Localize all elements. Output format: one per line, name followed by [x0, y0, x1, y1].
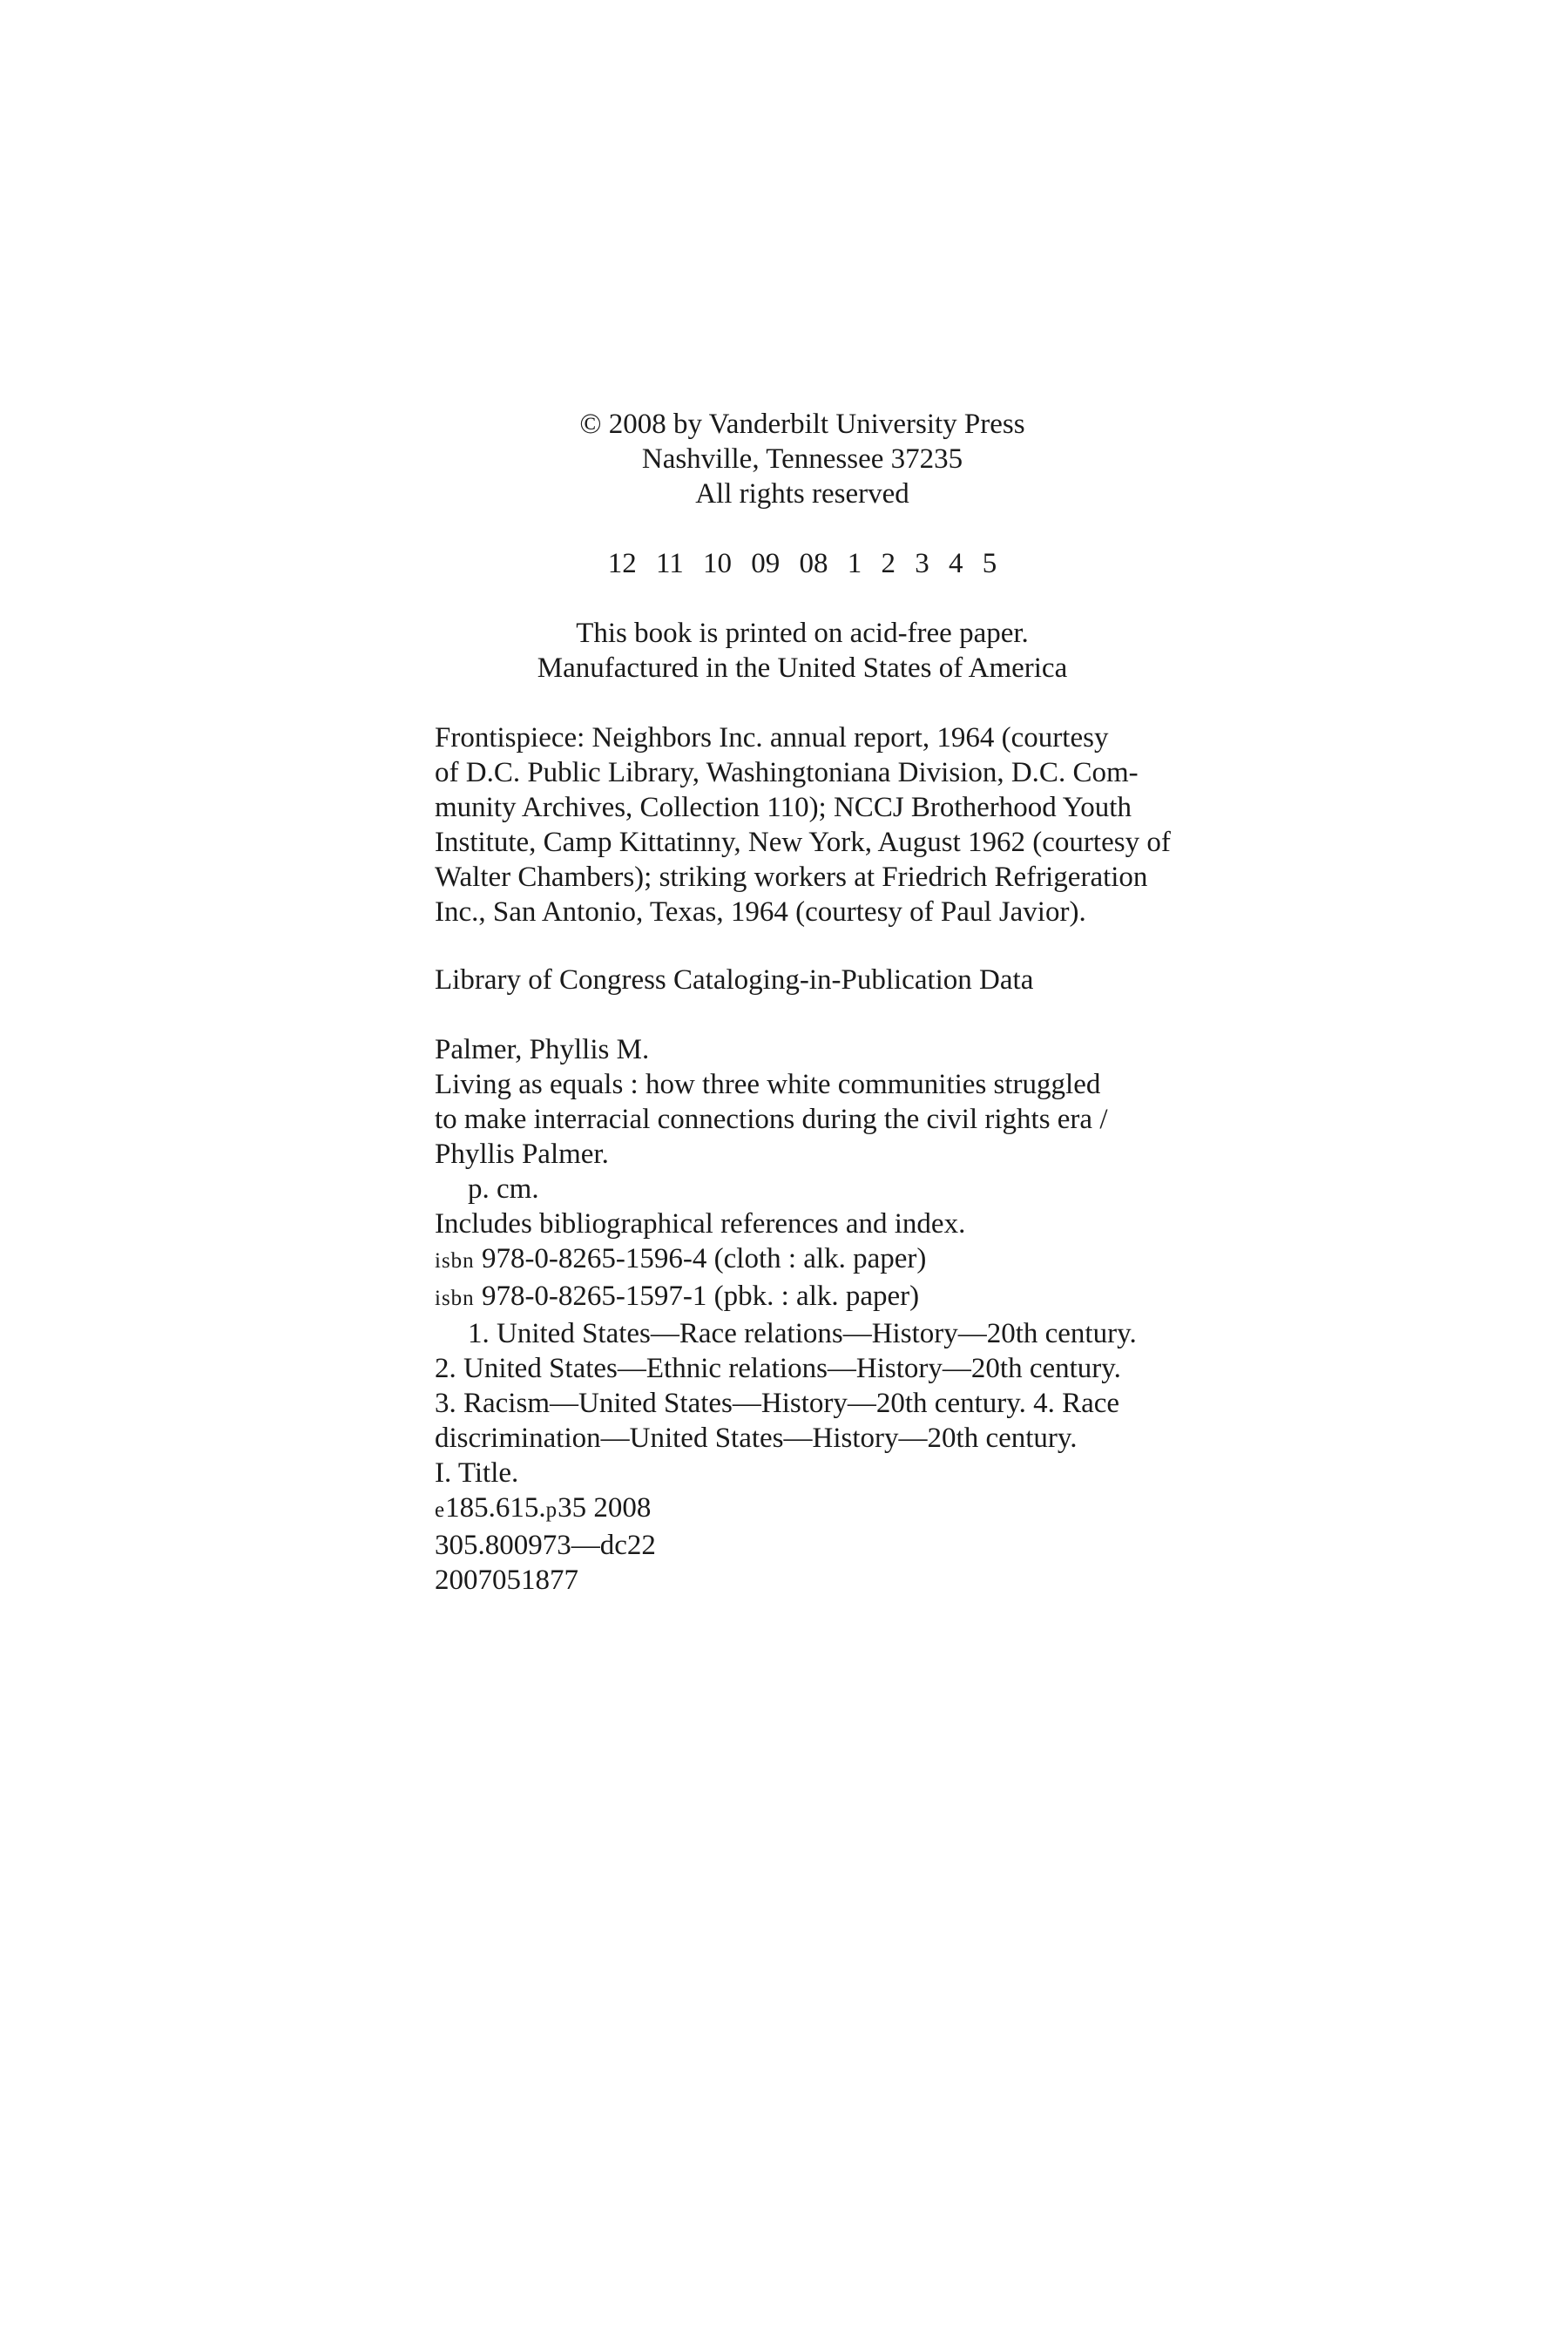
isbn-label: isbn — [435, 1287, 475, 1310]
printing-numbers: 12 11 10 09 08 1 2 3 4 5 — [607, 548, 997, 579]
cip-dewey: 305.800973—dc22 — [435, 1530, 656, 1561]
cip-bibliography: Includes bibliographical references and index. — [435, 1208, 966, 1240]
cip-title-entry: I. Title. — [435, 1457, 519, 1489]
copyright-line: © 2008 by Vanderbilt University Press — [579, 409, 1025, 440]
cip-isbn-cloth — [435, 1241, 1219, 1279]
acid-free-statement: This book is printed on acid-free paper. — [576, 618, 1029, 649]
call-prefix: e — [435, 1498, 446, 1522]
cip-subject: discrimination—United States—History—20th century. — [435, 1423, 1078, 1454]
publisher-address: Nashville, Tennessee 37235 — [641, 443, 963, 475]
cip-record — [435, 1032, 1219, 1598]
cip-heading — [435, 963, 1219, 997]
isbn-label: isbn — [435, 1249, 475, 1273]
cip-isbn-paperback — [435, 1279, 1219, 1316]
frontispiece-line: Inc., San Antonio, Texas, 1964 (courtesy of Paul Javior). — [435, 896, 1086, 928]
isbn-value: 978-0-8265-1596-4 (cloth : alk. paper) — [481, 1243, 927, 1274]
isbn-value: 978-0-8265-1597-1 (pbk. : alk. paper) — [481, 1281, 920, 1312]
call-cutter-rest: 35 2008 — [558, 1492, 652, 1524]
cip-subject: 1. United States—Race relations—History—20th century. — [468, 1318, 1137, 1349]
print-line — [0, 546, 1568, 581]
call-number: 185.615. — [445, 1492, 546, 1524]
cip-call-number — [435, 1490, 1219, 1528]
cip-title-line: Living as equals : how three white communities struggled — [435, 1069, 1101, 1100]
cip-pcm: p. cm. — [468, 1173, 539, 1205]
cip-heading-text: Library of Congress Cataloging-in-Publication Data — [435, 964, 1034, 996]
manufacture-statement: Manufactured in the United States of America — [537, 652, 1068, 684]
rights-statement: All rights reserved — [695, 478, 909, 510]
cip-title-line: to make interracial connections during the civil rights era / — [435, 1104, 1108, 1135]
cip-subject: 3. Racism—United States—History—20th century. 4. Race — [435, 1388, 1120, 1419]
cip-subject: 2. United States—Ethnic relations—History—20th century. — [435, 1353, 1121, 1384]
call-cutter-letter: p — [545, 1498, 558, 1522]
copyright-block — [0, 407, 1568, 511]
cip-author: Palmer, Phyllis M. — [435, 1034, 650, 1065]
frontispiece-line: Frontispiece: Neighbors Inc. annual report, 1964 (courtesy — [435, 722, 1109, 754]
frontispiece-line: Institute, Camp Kittatinny, New York, August 1962 (courtesy of — [435, 827, 1171, 858]
paper-block — [0, 616, 1568, 686]
cip-title-line: Phyllis Palmer. — [435, 1139, 609, 1170]
cip-lccn: 2007051877 — [435, 1565, 578, 1596]
frontispiece-credits — [435, 720, 1219, 929]
frontispiece-line: Walter Chambers); striking workers at Friedrich Refrigeration — [435, 862, 1148, 893]
frontispiece-line: of D.C. Public Library, Washingtoniana Division, D.C. Com- — [435, 757, 1139, 788]
frontispiece-line: munity Archives, Collection 110); NCCJ Brotherhood Youth — [435, 792, 1132, 823]
